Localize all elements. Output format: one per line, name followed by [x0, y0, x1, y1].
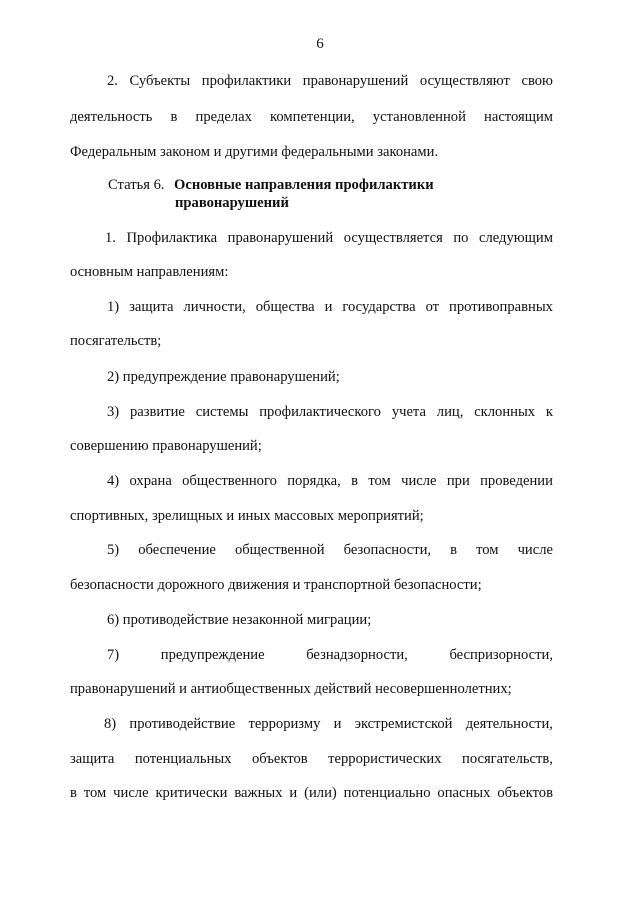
word: в: [70, 785, 77, 801]
paragraph-line: [107, 71, 553, 91]
list-item-line: безопасности дорожного движения и транспортной безопасности;: [70, 577, 482, 593]
word: от: [425, 299, 440, 315]
word: том: [476, 542, 499, 558]
word: террористических: [328, 751, 442, 767]
word: терроризму: [248, 716, 321, 732]
list-item-line: [70, 783, 553, 803]
word: 3): [107, 404, 120, 420]
word: защита: [129, 299, 174, 315]
paragraph-line: Федеральным законом и другими федеральными законами.: [70, 144, 439, 160]
list-item-line: правонарушений и антиобщественных действий несовершеннолетних;: [70, 681, 512, 697]
word: числе: [113, 785, 149, 801]
word: важных: [234, 785, 283, 801]
list-item-line: [107, 297, 553, 317]
word: 1): [107, 299, 120, 315]
word: по: [453, 230, 469, 246]
word: проведении: [480, 473, 553, 489]
word: 5): [107, 542, 120, 558]
word: общественной: [234, 542, 325, 558]
list-item-line: [107, 402, 553, 422]
word: пределах: [195, 109, 252, 125]
word: посягательств,: [462, 751, 553, 767]
word: числе: [517, 542, 553, 558]
word: профилактического: [259, 404, 381, 420]
word: в: [351, 473, 359, 489]
word: к: [545, 404, 553, 420]
word: осуществляют: [419, 73, 510, 89]
word: правонарушений: [227, 230, 334, 246]
word: и: [324, 299, 333, 315]
word: развитие: [130, 404, 185, 420]
word: лиц,: [436, 404, 464, 420]
word: и: [289, 785, 298, 801]
word: беспризорности,: [449, 647, 553, 663]
list-item-line: 6) противодействие незаконной миграции;: [107, 612, 372, 628]
word: государства: [342, 299, 416, 315]
word: том: [83, 785, 107, 801]
word: противоправных: [449, 299, 553, 315]
word: в: [450, 542, 458, 558]
list-item-line: совершению правонарушений;: [70, 438, 262, 454]
word: предупреждение: [160, 647, 265, 663]
word: в: [170, 109, 178, 125]
word: опасных: [437, 785, 491, 801]
word: деятельности,: [465, 716, 553, 732]
word: свою: [521, 73, 553, 89]
word: системы: [195, 404, 249, 420]
article-label: Статья 6.: [108, 177, 165, 193]
article-heading: [108, 176, 434, 211]
list-item-line: [107, 540, 553, 560]
word: числе: [401, 473, 437, 489]
word: объектов: [251, 751, 308, 767]
word: Профилактика: [126, 230, 218, 246]
word: общественного: [182, 473, 277, 489]
word: общества: [255, 299, 315, 315]
word: том: [368, 473, 391, 489]
word: осуществляется: [343, 230, 443, 246]
word: критически: [155, 785, 228, 801]
word: 8): [104, 716, 117, 732]
word: правонарушений: [302, 73, 409, 89]
word: профилактики: [201, 73, 292, 89]
word: следующим: [479, 230, 553, 246]
word: объектов: [497, 785, 553, 801]
word: 4): [107, 473, 120, 489]
paragraph-line: основным направлениям:: [70, 264, 229, 280]
word: 2.: [107, 73, 118, 89]
word: Субъекты: [129, 73, 191, 89]
page-number: 6: [316, 36, 324, 52]
word: при: [446, 473, 470, 489]
list-item-line: 2) предупреждение правонарушений;: [107, 369, 340, 385]
word: порядка,: [287, 473, 341, 489]
list-item-line: [107, 645, 553, 665]
word: 7): [107, 647, 120, 663]
word: безопасности,: [343, 542, 432, 558]
word: экстремистской: [354, 716, 453, 732]
word: (или): [304, 785, 337, 801]
article-title: Основные направления профилактики: [174, 177, 434, 193]
list-item-line: [70, 749, 553, 769]
word: установленной: [372, 109, 466, 125]
word: склонных: [474, 404, 536, 420]
word: защита: [70, 751, 115, 767]
word: потенциальных: [134, 751, 232, 767]
list-item-line: [107, 471, 553, 491]
word: деятельность: [70, 109, 153, 125]
word: потенциально: [343, 785, 431, 801]
word: охрана: [129, 473, 172, 489]
list-item-line: спортивных, зрелищных и иных массовых мероприятий;: [70, 508, 424, 524]
paragraph-line: [70, 107, 553, 127]
word: противодействие: [129, 716, 236, 732]
word: безнадзорности,: [306, 647, 408, 663]
word: и: [333, 716, 342, 732]
paragraph-line: [105, 228, 553, 248]
word: настоящим: [484, 109, 553, 125]
list-item-line: посягательств;: [70, 333, 162, 349]
word: 1.: [105, 230, 116, 246]
word: личности,: [183, 299, 246, 315]
word: компетенции,: [270, 109, 355, 125]
word: учета: [391, 404, 426, 420]
word: обеспечение: [138, 542, 216, 558]
list-item-line: [104, 714, 553, 734]
article-title-continued: правонарушений: [175, 195, 289, 211]
